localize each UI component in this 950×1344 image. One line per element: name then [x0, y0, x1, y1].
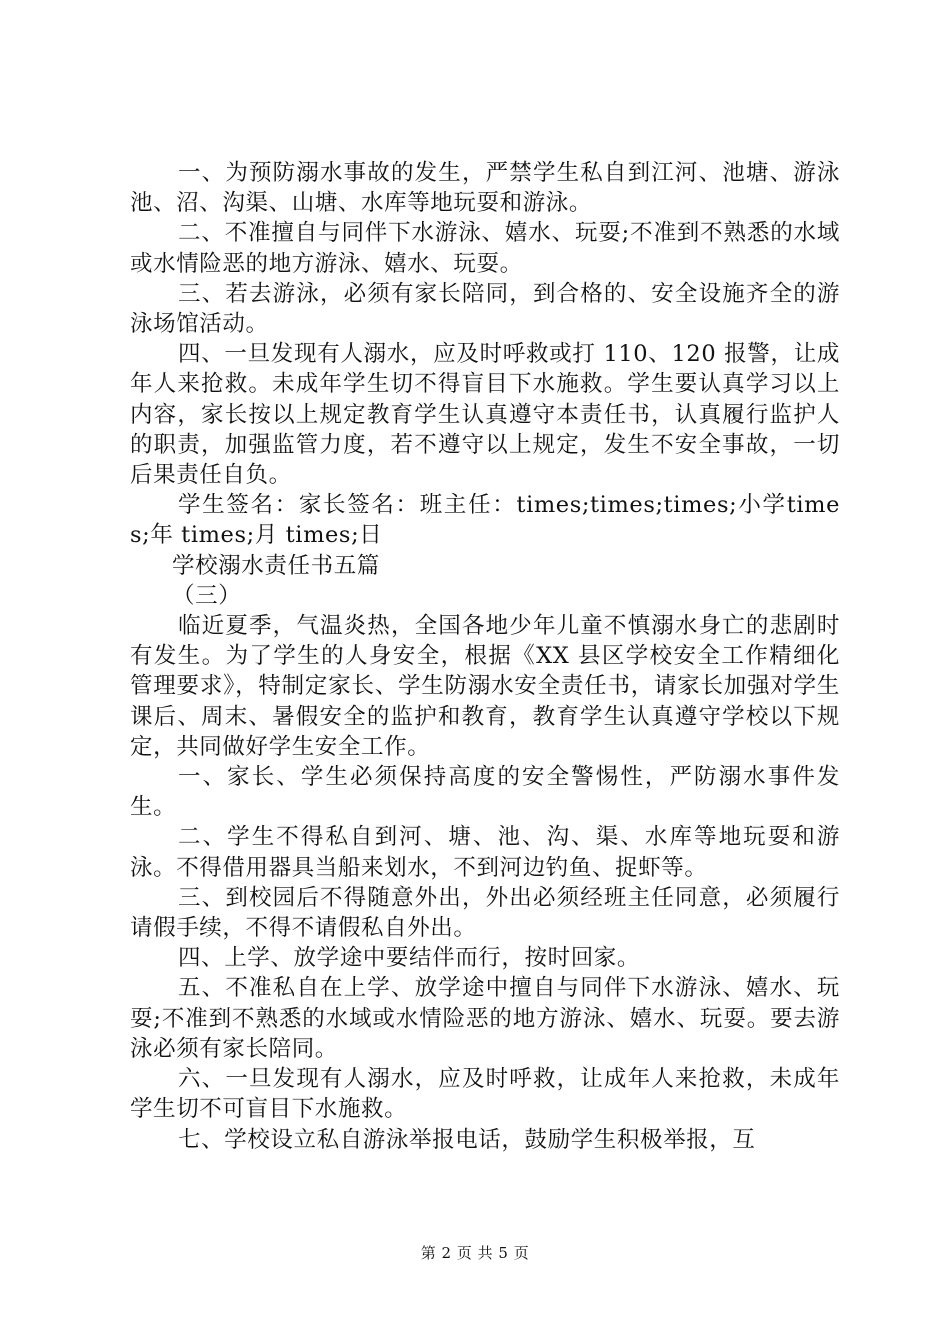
paragraph-item-7: 七、学校设立私自游泳举报电话，鼓励学生积极举报，互	[178, 1126, 756, 1153]
page-footer: 第 2 页 共 5 页	[420, 1244, 530, 1262]
paragraph-item-6: 六、一旦发现有人溺水，应及时呼救，让成年人来抢救，未成年学生切不可盲目下水施救。	[130, 1066, 840, 1123]
paragraph-item-2: 二、学生不得私自到河、塘、池、沟、渠、水库等地玩耍和游泳。不得借用器具当船来划水，不到河边钓鱼、捉虾等。	[130, 824, 840, 881]
section-number: （三）	[172, 582, 242, 609]
paragraph-item-5: 五、不准私自在上学、放学途中擅自与同伴下水游泳、嬉水、玩耍;不准到不熟悉的水域或水情险恶的地方游泳、嬉水、玩耍。要去游泳必须有家长陪同。	[130, 975, 840, 1062]
paragraph-rule-3: 三、若去游泳，必须有家长陪同，到合格的、安全设施齐全的游泳场馆活动。	[130, 280, 840, 338]
paragraph-item-1: 一、家长、学生必须保持高度的安全警惕性，严防溺水事件发生。	[130, 764, 840, 821]
paragraph-item-4: 四、上学、放学途中要结伴而行，按时回家。	[178, 945, 641, 972]
paragraph-rule-2: 二、不准擅自与同伴下水游泳、嬉水、玩耍;不准到不熟悉的水域或水情险恶的地方游泳、嬉水、玩耍。	[130, 220, 840, 277]
intro-paragraph: 临近夏季，气温炎热，全国各地少年儿童不慎溺水身亡的悲剧时有发生。为了学生的人身安全，根据《XX 县区学校安全工作精细化管理要求》，特制定家长、学生防溺水安全责任书，请家长加强对学生课后、周末、暑假安全的监护和教育，教育学生认真遵守学校以下规定，共同做好学生安全工作。	[130, 613, 840, 760]
paragraph-rule-4: 四、一旦发现有人溺水，应及时呼救或打 110、120 报警，让成年人来抢救。未成年学生切不得盲目下水施救。学生要认真学习以上内容，家长按以上规定教育学生认真遵守本责任书，认真履行监护人的职责，加强监管力度，若不遵守以上规定，发生不安全事故，一切后果责任自负。	[130, 341, 840, 489]
paragraph-rule-1: 一、为预防溺水事故的发生，严禁学生私自到江河、池塘、游泳池、沼、沟渠、山塘、水库等地玩耍和游泳。	[130, 160, 840, 217]
document-body	[130, 158, 840, 1155]
paragraph-item-3: 三、到校园后不得随意外出，外出必须经班主任同意，必须履行请假手续，不得不请假私自外出。	[130, 884, 840, 942]
section-title: 学校溺水责任书五篇	[172, 552, 380, 579]
signature-line: 学生签名：家长签名：班主任：times;times;times;小学times;年 times;月 times;日	[130, 492, 840, 549]
